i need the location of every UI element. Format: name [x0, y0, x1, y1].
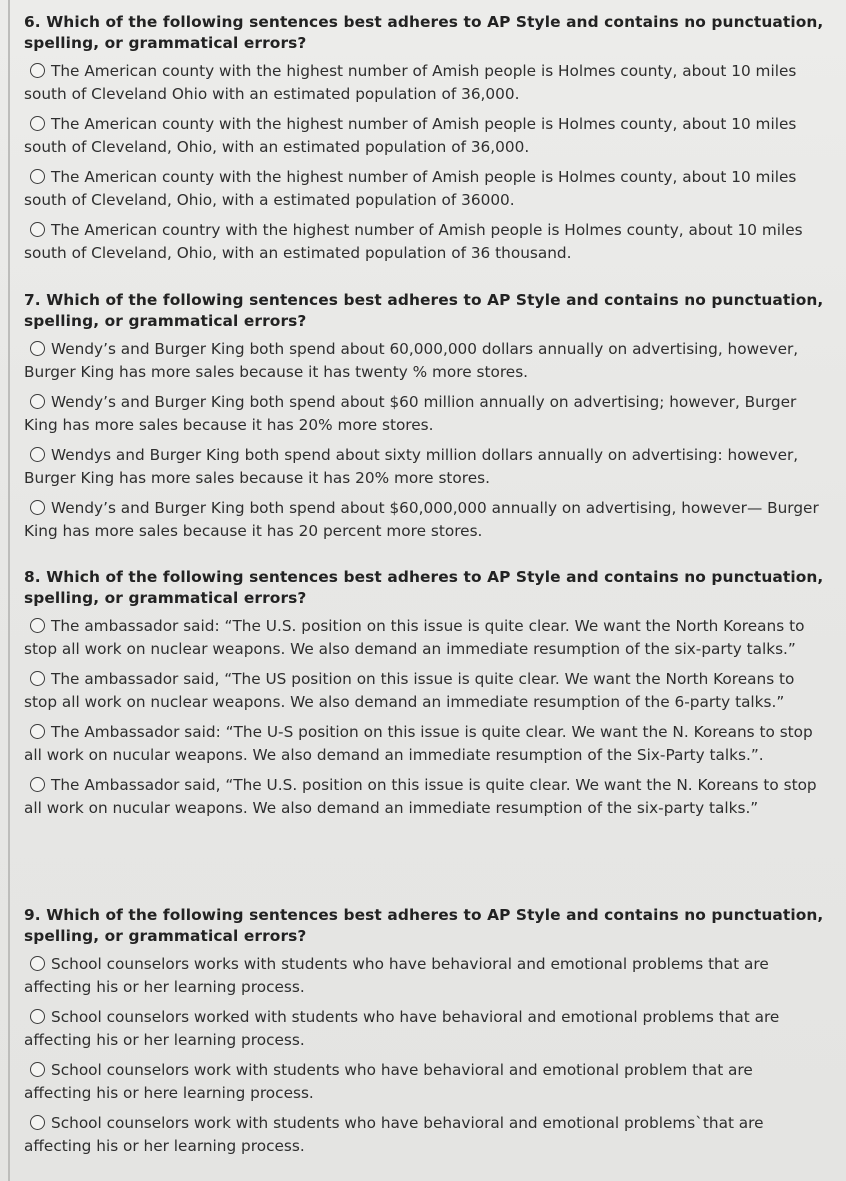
- radio-button[interactable]: [30, 1009, 45, 1024]
- option-text: The American country with the highest number of Amish people is Holmes county, about 10 miles south of Cleveland, Ohio, with an estimated population of 36 thousand.: [24, 221, 803, 262]
- option-text: Wendy’s and Burger King both spend about 60,000,000 dollars annually on advertising, however, Burger King has more sales because it has twenty % more stores.: [24, 340, 799, 381]
- radio-button[interactable]: [30, 618, 45, 633]
- option-text: School counselors work with students who have behavioral and emotional problems`that are affecting his or her learning process.: [24, 1114, 764, 1155]
- radio-button[interactable]: [30, 447, 45, 462]
- radio-button[interactable]: [30, 1115, 45, 1130]
- answer-option[interactable]: [24, 615, 824, 661]
- radio-button[interactable]: [30, 169, 45, 184]
- option-text: School counselors works with students who have behavioral and emotional problems that are affecting his or her learning process.: [24, 955, 769, 996]
- answer-option[interactable]: [24, 721, 824, 767]
- answer-option[interactable]: [24, 1112, 824, 1158]
- option-text: The American county with the highest number of Amish people is Holmes county, about 10 miles south of Cleveland, Ohio, with an estimated population of 36,000.: [24, 115, 797, 156]
- radio-button[interactable]: [30, 116, 45, 131]
- option-text: The Ambassador said, “The U.S. position on this issue is quite clear. We want the N. Koreans to stop all work on nucular weapons. We also demand an immediate resumption of the six-party talks.”: [24, 776, 817, 817]
- answer-option[interactable]: [24, 1006, 824, 1052]
- question-title: 7. Which of the following sentences best adheres to AP Style and contains no punctuation, spelling, or grammatical errors?: [24, 291, 824, 330]
- question-7: [24, 290, 824, 550]
- option-text: The Ambassador said: “The U-S position on this issue is quite clear. We want the N. Koreans to stop all work on nucular weapons. We also demand an immediate resumption of the Six-Party talks.”.: [24, 723, 813, 764]
- answer-option[interactable]: [24, 774, 824, 820]
- page-left-border: [8, 0, 10, 1181]
- radio-button[interactable]: [30, 777, 45, 792]
- option-text: Wendys and Burger King both spend about sixty million dollars annually on advertising: however, Burger King has more sales because it has 20% more stores.: [24, 446, 799, 487]
- radio-button[interactable]: [30, 956, 45, 971]
- answer-option[interactable]: [24, 497, 824, 543]
- question-title: 6. Which of the following sentences best adheres to AP Style and contains no punctuation, spelling, or grammatical errors?: [24, 13, 824, 52]
- option-text: The American county with the highest number of Amish people is Holmes county, about 10 miles south of Cleveland, Ohio, with a estimated population of 36000.: [24, 168, 797, 209]
- answer-option[interactable]: [24, 953, 824, 999]
- option-text: The ambassador said, “The US position on this issue is quite clear. We want the North Koreans to stop all work on nuclear weapons. We also demand an immediate resumption of the 6-party talks.”: [24, 670, 795, 711]
- radio-button[interactable]: [30, 671, 45, 686]
- question-9: [24, 905, 824, 1165]
- option-text: Wendy’s and Burger King both spend about $60,000,000 annually on advertising, however— Burger King has more sales because it has 20 percent more stores.: [24, 499, 819, 540]
- radio-button[interactable]: [30, 394, 45, 409]
- radio-button[interactable]: [30, 500, 45, 515]
- radio-button[interactable]: [30, 341, 45, 356]
- answer-option[interactable]: [24, 444, 824, 490]
- answer-option[interactable]: [24, 1059, 824, 1105]
- answer-option[interactable]: [24, 166, 824, 212]
- option-text: The ambassador said: “The U.S. position on this issue is quite clear. We want the North Koreans to stop all work on nuclear weapons. We also demand an immediate resumption of the six-party talks.”: [24, 617, 805, 658]
- option-text: School counselors worked with students who have behavioral and emotional problems that are affecting his or her learning process.: [24, 1008, 780, 1049]
- question-title: 8. Which of the following sentences best adheres to AP Style and contains no punctuation, spelling, or grammatical errors?: [24, 568, 824, 607]
- radio-button[interactable]: [30, 1062, 45, 1077]
- radio-button[interactable]: [30, 222, 45, 237]
- answer-option[interactable]: [24, 668, 824, 714]
- answer-option[interactable]: [24, 113, 824, 159]
- option-text: School counselors work with students who have behavioral and emotional problem that are affecting his or here learning process.: [24, 1061, 753, 1102]
- answer-option[interactable]: [24, 338, 824, 384]
- option-text: Wendy’s and Burger King both spend about $60 million annually on advertising; however, Burger King has more sales because it has 20% more stores.: [24, 393, 797, 434]
- radio-button[interactable]: [30, 63, 45, 78]
- answer-option[interactable]: [24, 219, 824, 265]
- question-title: 9. Which of the following sentences best adheres to AP Style and contains no punctuation, spelling, or grammatical errors?: [24, 906, 824, 945]
- question-8: [24, 567, 824, 827]
- answer-option[interactable]: [24, 60, 824, 106]
- option-text: The American county with the highest number of Amish people is Holmes county, about 10 miles south of Cleveland Ohio with an estimated population of 36,000.: [24, 62, 797, 103]
- question-6: [24, 12, 824, 272]
- radio-button[interactable]: [30, 724, 45, 739]
- answer-option[interactable]: [24, 391, 824, 437]
